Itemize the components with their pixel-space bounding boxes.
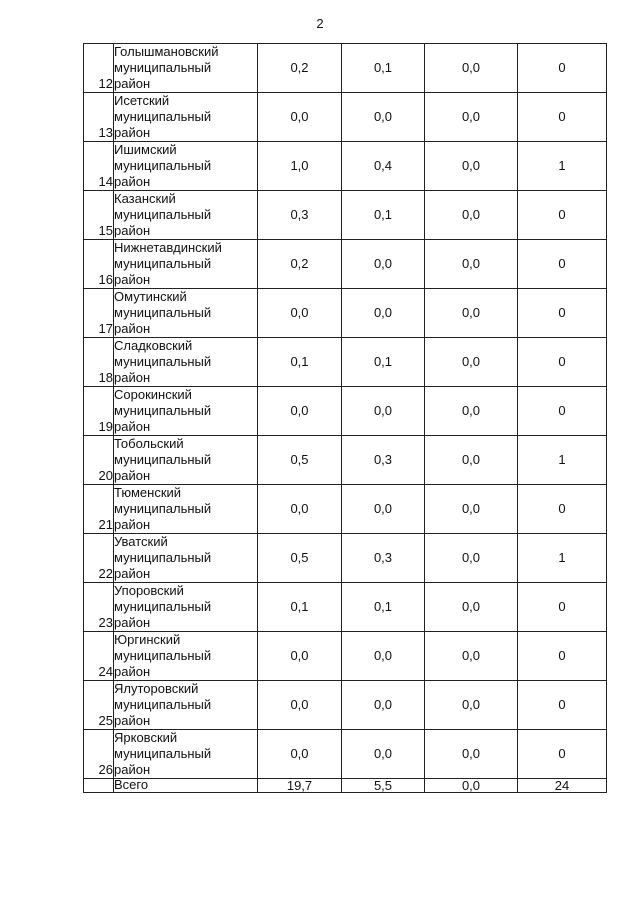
row-number: 15 xyxy=(84,191,114,240)
value-cell-4: 1 xyxy=(518,436,607,485)
value-cell-2: 0,0 xyxy=(342,632,425,681)
value-cell-2: 0,0 xyxy=(342,240,425,289)
value-cell-1: 0,5 xyxy=(258,534,342,583)
district-name xyxy=(114,142,258,191)
district-name-line: район xyxy=(114,468,151,483)
total-row xyxy=(84,779,607,793)
district-name-line: район xyxy=(114,419,151,434)
district-name-line: Юргинский xyxy=(114,632,181,647)
district-name xyxy=(114,583,258,632)
district-name-line: муниципальный xyxy=(114,697,212,712)
total-value-3: 0,0 xyxy=(425,779,518,793)
district-name xyxy=(114,632,258,681)
table-row xyxy=(84,681,607,730)
district-name-line: район xyxy=(114,517,151,532)
table-row xyxy=(84,240,607,289)
table-row xyxy=(84,338,607,387)
district-name-line: муниципальный xyxy=(114,207,212,222)
row-number: 13 xyxy=(84,93,114,142)
district-name-line: район xyxy=(114,174,151,189)
row-number: 23 xyxy=(84,583,114,632)
total-num-cell xyxy=(84,779,114,793)
value-cell-1: 1,0 xyxy=(258,142,342,191)
row-number: 20 xyxy=(84,436,114,485)
table-row xyxy=(84,730,607,779)
district-name-line: район xyxy=(114,76,151,91)
value-cell-1: 0,0 xyxy=(258,632,342,681)
district-name-line: Сладковский xyxy=(114,338,193,353)
value-cell-1: 0,0 xyxy=(258,289,342,338)
value-cell-2: 0,3 xyxy=(342,436,425,485)
value-cell-3: 0,0 xyxy=(425,240,518,289)
value-cell-1: 0,0 xyxy=(258,387,342,436)
value-cell-2: 0,0 xyxy=(342,485,425,534)
district-name-line: муниципальный xyxy=(114,648,212,663)
district-name-line: Казанский xyxy=(114,191,176,206)
row-number: 14 xyxy=(84,142,114,191)
row-number: 25 xyxy=(84,681,114,730)
value-cell-3: 0,0 xyxy=(425,681,518,730)
row-number: 16 xyxy=(84,240,114,289)
table-row xyxy=(84,44,607,93)
district-name xyxy=(114,387,258,436)
district-name-line: муниципальный xyxy=(114,501,212,516)
district-name-line: муниципальный xyxy=(114,256,212,271)
total-value-2: 5,5 xyxy=(342,779,425,793)
district-name-line: Ярковский xyxy=(114,730,178,745)
value-cell-4: 0 xyxy=(518,730,607,779)
value-cell-2: 0,1 xyxy=(342,44,425,93)
value-cell-1: 0,0 xyxy=(258,485,342,534)
value-cell-4: 0 xyxy=(518,632,607,681)
value-cell-2: 0,0 xyxy=(342,681,425,730)
value-cell-3: 0,0 xyxy=(425,485,518,534)
value-cell-3: 0,0 xyxy=(425,44,518,93)
value-cell-4: 0 xyxy=(518,93,607,142)
value-cell-1: 0,1 xyxy=(258,338,342,387)
district-name-line: Уватский xyxy=(114,534,168,549)
value-cell-4: 0 xyxy=(518,240,607,289)
value-cell-4: 0 xyxy=(518,583,607,632)
value-cell-3: 0,0 xyxy=(425,730,518,779)
page-number: 2 xyxy=(316,16,324,31)
district-name xyxy=(114,289,258,338)
district-name-line: муниципальный xyxy=(114,550,212,565)
district-name-line: муниципальный xyxy=(114,60,212,75)
value-cell-3: 0,0 xyxy=(425,534,518,583)
district-name xyxy=(114,534,258,583)
district-name xyxy=(114,240,258,289)
district-name xyxy=(114,436,258,485)
value-cell-3: 0,0 xyxy=(425,191,518,240)
district-name-line: Ялуторовский xyxy=(114,681,199,696)
district-name-line: Исетский xyxy=(114,93,170,108)
value-cell-2: 0,1 xyxy=(342,583,425,632)
value-cell-4: 0 xyxy=(518,44,607,93)
row-number: 18 xyxy=(84,338,114,387)
district-name-line: муниципальный xyxy=(114,599,212,614)
value-cell-3: 0,0 xyxy=(425,632,518,681)
table-row xyxy=(84,534,607,583)
district-name-line: Сорокинский xyxy=(114,387,192,402)
district-name-line: Голышмановский xyxy=(114,44,219,59)
value-cell-2: 0,1 xyxy=(342,338,425,387)
table-body xyxy=(84,44,607,793)
district-name xyxy=(114,93,258,142)
value-cell-4: 0 xyxy=(518,338,607,387)
table-row xyxy=(84,191,607,240)
district-name xyxy=(114,191,258,240)
value-cell-2: 0,0 xyxy=(342,387,425,436)
table-row xyxy=(84,93,607,142)
value-cell-4: 0 xyxy=(518,191,607,240)
row-number: 19 xyxy=(84,387,114,436)
district-name-line: муниципальный xyxy=(114,305,212,320)
value-cell-4: 0 xyxy=(518,681,607,730)
table-row xyxy=(84,632,607,681)
row-number: 21 xyxy=(84,485,114,534)
total-value-4: 24 xyxy=(518,779,607,793)
value-cell-3: 0,0 xyxy=(425,338,518,387)
value-cell-1: 0,5 xyxy=(258,436,342,485)
value-cell-1: 0,0 xyxy=(258,681,342,730)
district-name-line: муниципальный xyxy=(114,109,212,124)
total-label: Всего xyxy=(114,779,258,793)
value-cell-2: 0,4 xyxy=(342,142,425,191)
value-cell-2: 0,1 xyxy=(342,191,425,240)
value-cell-1: 0,2 xyxy=(258,240,342,289)
district-name-line: район xyxy=(114,762,151,777)
district-name-line: Тобольский xyxy=(114,436,184,451)
value-cell-3: 0,0 xyxy=(425,289,518,338)
district-name-line: муниципальный xyxy=(114,746,212,761)
district-name-line: район xyxy=(114,664,151,679)
district-name xyxy=(114,730,258,779)
value-cell-1: 0,1 xyxy=(258,583,342,632)
value-cell-3: 0,0 xyxy=(425,93,518,142)
value-cell-3: 0,0 xyxy=(425,583,518,632)
district-name-line: район xyxy=(114,615,151,630)
value-cell-4: 0 xyxy=(518,485,607,534)
district-name-line: Тюменский xyxy=(114,485,182,500)
value-cell-3: 0,0 xyxy=(425,387,518,436)
row-number: 26 xyxy=(84,730,114,779)
row-number: 22 xyxy=(84,534,114,583)
district-name-line: Ишимский xyxy=(114,142,177,157)
district-name-line: район xyxy=(114,125,151,140)
table-row xyxy=(84,583,607,632)
data-table xyxy=(83,43,607,793)
district-name-line: Упоровский xyxy=(114,583,184,598)
row-number: 24 xyxy=(84,632,114,681)
value-cell-3: 0,0 xyxy=(425,142,518,191)
value-cell-2: 0,0 xyxy=(342,93,425,142)
value-cell-4: 1 xyxy=(518,142,607,191)
district-name-line: район xyxy=(114,223,151,238)
district-name-line: муниципальный xyxy=(114,452,212,467)
value-cell-1: 0,0 xyxy=(258,93,342,142)
table-row xyxy=(84,485,607,534)
total-value-1: 19,7 xyxy=(258,779,342,793)
district-name-line: район xyxy=(114,272,151,287)
district-name-line: район xyxy=(114,566,151,581)
value-cell-4: 0 xyxy=(518,289,607,338)
value-cell-2: 0,3 xyxy=(342,534,425,583)
value-cell-4: 1 xyxy=(518,534,607,583)
value-cell-4: 0 xyxy=(518,387,607,436)
table-row xyxy=(84,436,607,485)
value-cell-2: 0,0 xyxy=(342,730,425,779)
row-number: 12 xyxy=(84,44,114,93)
district-name-line: район xyxy=(114,713,151,728)
value-cell-1: 0,0 xyxy=(258,730,342,779)
value-cell-1: 0,3 xyxy=(258,191,342,240)
district-name-line: Нижнетавдинский xyxy=(114,240,222,255)
district-name xyxy=(114,485,258,534)
district-name-line: район xyxy=(114,370,151,385)
district-name-line: муниципальный xyxy=(114,354,212,369)
district-name xyxy=(114,44,258,93)
value-cell-1: 0,2 xyxy=(258,44,342,93)
district-name xyxy=(114,681,258,730)
district-name-line: муниципальный xyxy=(114,158,212,173)
table-row xyxy=(84,289,607,338)
value-cell-3: 0,0 xyxy=(425,436,518,485)
value-cell-2: 0,0 xyxy=(342,289,425,338)
row-number: 17 xyxy=(84,289,114,338)
table-row xyxy=(84,142,607,191)
district-name-line: Омутинский xyxy=(114,289,187,304)
district-name xyxy=(114,338,258,387)
district-name-line: район xyxy=(114,321,151,336)
district-name-line: муниципальный xyxy=(114,403,212,418)
table-row xyxy=(84,387,607,436)
